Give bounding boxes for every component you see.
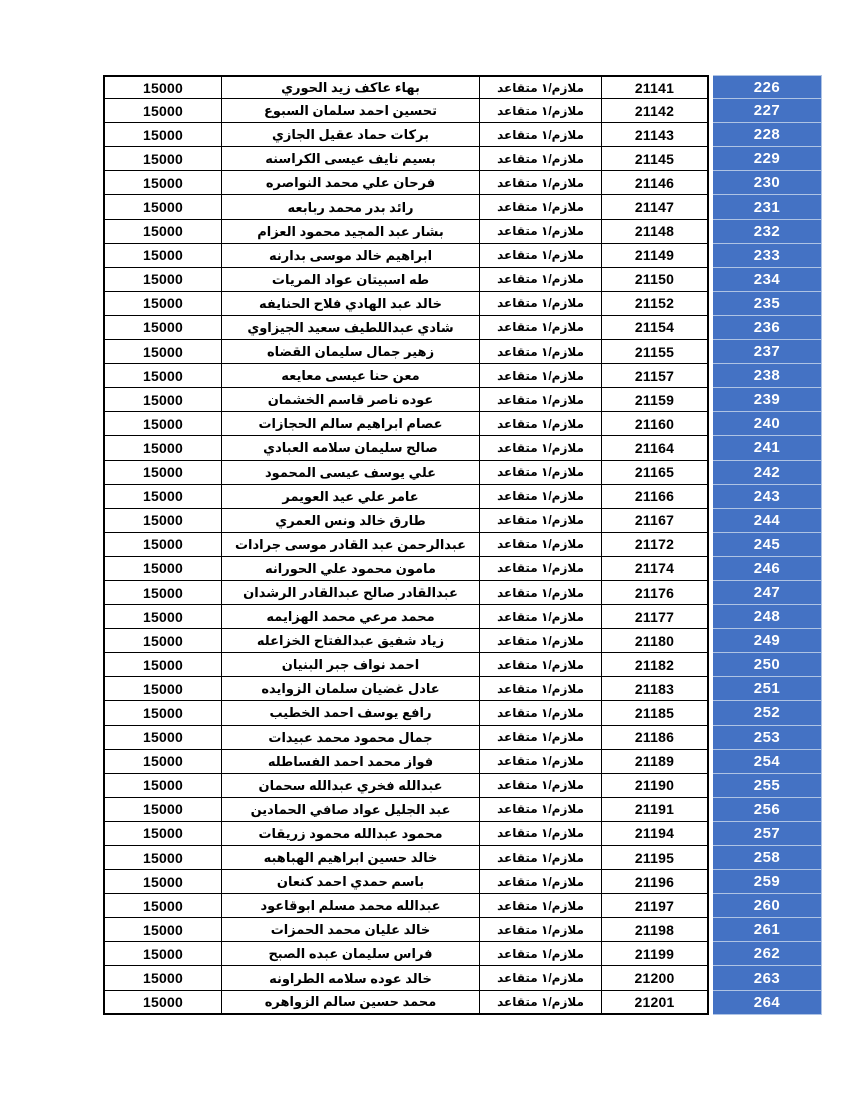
id-cell: 21174 bbox=[602, 557, 709, 581]
id-cell: 21146 bbox=[602, 171, 709, 195]
id-cell: 21157 bbox=[602, 364, 709, 388]
amount-cell: 15000 bbox=[103, 340, 222, 364]
serial-cell: 228 bbox=[713, 123, 822, 147]
serial-cell: 263 bbox=[713, 966, 822, 990]
name-cell: عبدالقادر صالح عبدالقادر الرشدان bbox=[222, 581, 480, 605]
name-cell: عبد الجليل عواد صافي الحمادين bbox=[222, 798, 480, 822]
serial-cell: 251 bbox=[713, 677, 822, 701]
name-cell: صالح سليمان سلامه العبادي bbox=[222, 436, 480, 460]
id-cell: 21147 bbox=[602, 195, 709, 219]
serial-cell: 226 bbox=[713, 75, 822, 99]
id-cell: 21150 bbox=[602, 268, 709, 292]
name-cell: زهير جمال سليمان القضاه bbox=[222, 340, 480, 364]
amount-cell: 15000 bbox=[103, 533, 222, 557]
name-cell: عبدالله محمد مسلم ابوقاعود bbox=[222, 894, 480, 918]
amount-cell: 15000 bbox=[103, 75, 222, 99]
amount-cell: 15000 bbox=[103, 942, 222, 966]
id-cell: 21142 bbox=[602, 99, 709, 123]
id-cell: 21194 bbox=[602, 822, 709, 846]
amount-cell: 15000 bbox=[103, 894, 222, 918]
rank-cell: ملازم/١ متقاعد bbox=[480, 942, 602, 966]
id-cell: 21198 bbox=[602, 918, 709, 942]
rank-cell: ملازم/١ متقاعد bbox=[480, 195, 602, 219]
amount-cell: 15000 bbox=[103, 846, 222, 870]
amount-cell: 15000 bbox=[103, 268, 222, 292]
serial-cell: 243 bbox=[713, 485, 822, 509]
rank-cell: ملازم/١ متقاعد bbox=[480, 388, 602, 412]
name-cell: عبدالله فخري عبدالله سحمان bbox=[222, 774, 480, 798]
serial-cell: 258 bbox=[713, 846, 822, 870]
amount-cell: 15000 bbox=[103, 918, 222, 942]
amount-cell: 15000 bbox=[103, 774, 222, 798]
amount-cell: 15000 bbox=[103, 412, 222, 436]
name-cell: بسيم نايف عيسى الكراسنه bbox=[222, 147, 480, 171]
rank-cell: ملازم/١ متقاعد bbox=[480, 412, 602, 436]
name-cell: خالد حسين ابراهيم الهباهبه bbox=[222, 846, 480, 870]
serial-cell: 236 bbox=[713, 316, 822, 340]
serial-cell: 232 bbox=[713, 220, 822, 244]
serial-cell: 244 bbox=[713, 509, 822, 533]
name-cell: عادل غضيان سلمان الزوايده bbox=[222, 677, 480, 701]
serial-cell: 245 bbox=[713, 533, 822, 557]
name-cell: عبدالرحمن عبد القادر موسى جرادات bbox=[222, 533, 480, 557]
rank-cell: ملازم/١ متقاعد bbox=[480, 629, 602, 653]
id-cell: 21148 bbox=[602, 220, 709, 244]
serial-cell: 227 bbox=[713, 99, 822, 123]
id-cell: 21141 bbox=[602, 75, 709, 99]
amount-cell: 15000 bbox=[103, 557, 222, 581]
id-cell: 21152 bbox=[602, 292, 709, 316]
amount-cell: 15000 bbox=[103, 605, 222, 629]
rank-cell: ملازم/١ متقاعد bbox=[480, 894, 602, 918]
id-cell: 21182 bbox=[602, 653, 709, 677]
serial-cell: 260 bbox=[713, 894, 822, 918]
amount-cell: 15000 bbox=[103, 677, 222, 701]
rank-cell: ملازم/١ متقاعد bbox=[480, 701, 602, 725]
rank-cell: ملازم/١ متقاعد bbox=[480, 653, 602, 677]
id-cell: 21185 bbox=[602, 701, 709, 725]
name-cell: زياد شفيق عبدالفتاح الخزاعله bbox=[222, 629, 480, 653]
serial-cell: 250 bbox=[713, 653, 822, 677]
amount-cell: 15000 bbox=[103, 966, 222, 990]
name-cell: خالد عبد الهادي فلاح الحنايفه bbox=[222, 292, 480, 316]
name-cell: عوده ناصر قاسم الخشمان bbox=[222, 388, 480, 412]
rank-cell: ملازم/١ متقاعد bbox=[480, 918, 602, 942]
amount-cell: 15000 bbox=[103, 316, 222, 340]
id-cell: 21196 bbox=[602, 870, 709, 894]
name-cell: عصام ابراهيم سالم الحجازات bbox=[222, 412, 480, 436]
serial-cell: 247 bbox=[713, 581, 822, 605]
id-cell: 21183 bbox=[602, 677, 709, 701]
amount-cell: 15000 bbox=[103, 195, 222, 219]
name-cell: طارق خالد ونس العمري bbox=[222, 509, 480, 533]
serial-cell: 262 bbox=[713, 942, 822, 966]
serial-cell: 252 bbox=[713, 701, 822, 725]
serial-cell: 257 bbox=[713, 822, 822, 846]
serial-cell: 249 bbox=[713, 629, 822, 653]
serial-cell: 229 bbox=[713, 147, 822, 171]
id-cell: 21143 bbox=[602, 123, 709, 147]
amount-cell: 15000 bbox=[103, 870, 222, 894]
serial-cell: 235 bbox=[713, 292, 822, 316]
id-cell: 21164 bbox=[602, 436, 709, 460]
name-cell: خالد عوده سلامه الطراونه bbox=[222, 966, 480, 990]
rank-cell: ملازم/١ متقاعد bbox=[480, 822, 602, 846]
amount-cell: 15000 bbox=[103, 509, 222, 533]
amount-cell: 15000 bbox=[103, 171, 222, 195]
rank-cell: ملازم/١ متقاعد bbox=[480, 846, 602, 870]
name-cell: بشار عبد المجيد محمود العزام bbox=[222, 220, 480, 244]
name-cell: مامون محمود علي الحورانه bbox=[222, 557, 480, 581]
rank-cell: ملازم/١ متقاعد bbox=[480, 364, 602, 388]
serial-cell: 264 bbox=[713, 991, 822, 1015]
serial-cell: 231 bbox=[713, 195, 822, 219]
amount-cell: 15000 bbox=[103, 485, 222, 509]
name-cell: خالد عليان محمد الحمزات bbox=[222, 918, 480, 942]
serial-cell: 238 bbox=[713, 364, 822, 388]
amount-cell: 15000 bbox=[103, 701, 222, 725]
serial-cell: 246 bbox=[713, 557, 822, 581]
id-cell: 21176 bbox=[602, 581, 709, 605]
name-cell: عامر علي عيد العويمر bbox=[222, 485, 480, 509]
amount-cell: 15000 bbox=[103, 436, 222, 460]
id-cell: 21195 bbox=[602, 846, 709, 870]
rank-cell: ملازم/١ متقاعد bbox=[480, 99, 602, 123]
rank-cell: ملازم/١ متقاعد bbox=[480, 509, 602, 533]
rank-cell: ملازم/١ متقاعد bbox=[480, 533, 602, 557]
amount-cell: 15000 bbox=[103, 581, 222, 605]
rank-cell: ملازم/١ متقاعد bbox=[480, 581, 602, 605]
name-cell: تحسين احمد سلمان السبوع bbox=[222, 99, 480, 123]
serial-cell: 248 bbox=[713, 605, 822, 629]
serial-cell: 242 bbox=[713, 461, 822, 485]
rank-cell: ملازم/١ متقاعد bbox=[480, 750, 602, 774]
serial-cell: 230 bbox=[713, 171, 822, 195]
name-cell: شادي عبداللطيف سعيد الجيزاوي bbox=[222, 316, 480, 340]
rank-cell: ملازم/١ متقاعد bbox=[480, 244, 602, 268]
rank-cell: ملازم/١ متقاعد bbox=[480, 75, 602, 99]
id-cell: 21189 bbox=[602, 750, 709, 774]
name-cell: احمد نواف جبر البنيان bbox=[222, 653, 480, 677]
rank-cell: ملازم/١ متقاعد bbox=[480, 220, 602, 244]
id-cell: 21190 bbox=[602, 774, 709, 798]
name-cell: فرحان علي محمد النواصره bbox=[222, 171, 480, 195]
id-cell: 21201 bbox=[602, 991, 709, 1015]
rank-cell: ملازم/١ متقاعد bbox=[480, 147, 602, 171]
id-cell: 21160 bbox=[602, 412, 709, 436]
amount-cell: 15000 bbox=[103, 147, 222, 171]
id-cell: 21154 bbox=[602, 316, 709, 340]
rank-cell: ملازم/١ متقاعد bbox=[480, 340, 602, 364]
rank-cell: ملازم/١ متقاعد bbox=[480, 798, 602, 822]
rank-cell: ملازم/١ متقاعد bbox=[480, 268, 602, 292]
rank-cell: ملازم/١ متقاعد bbox=[480, 123, 602, 147]
id-cell: 21180 bbox=[602, 629, 709, 653]
amount-cell: 15000 bbox=[103, 99, 222, 123]
id-cell: 21159 bbox=[602, 388, 709, 412]
name-cell: جمال محمود محمد عبيدات bbox=[222, 726, 480, 750]
amount-cell: 15000 bbox=[103, 364, 222, 388]
serial-cell: 241 bbox=[713, 436, 822, 460]
rank-cell: ملازم/١ متقاعد bbox=[480, 557, 602, 581]
id-cell: 21200 bbox=[602, 966, 709, 990]
serial-cell: 234 bbox=[713, 268, 822, 292]
id-cell: 21149 bbox=[602, 244, 709, 268]
amount-cell: 15000 bbox=[103, 653, 222, 677]
name-cell: فواز محمد احمد الفساطله bbox=[222, 750, 480, 774]
amount-cell: 15000 bbox=[103, 220, 222, 244]
name-cell: بركات حماد عقيل الجازي bbox=[222, 123, 480, 147]
rank-cell: ملازم/١ متقاعد bbox=[480, 485, 602, 509]
serial-cell: 239 bbox=[713, 388, 822, 412]
serial-cell: 254 bbox=[713, 750, 822, 774]
serial-cell: 255 bbox=[713, 774, 822, 798]
amount-cell: 15000 bbox=[103, 798, 222, 822]
serial-cell: 256 bbox=[713, 798, 822, 822]
id-cell: 21167 bbox=[602, 509, 709, 533]
rank-cell: ملازم/١ متقاعد bbox=[480, 292, 602, 316]
serial-cell: 253 bbox=[713, 726, 822, 750]
name-cell: معن حنا عيسى معايعه bbox=[222, 364, 480, 388]
rank-cell: ملازم/١ متقاعد bbox=[480, 726, 602, 750]
serial-cell: 237 bbox=[713, 340, 822, 364]
name-cell: طه اسبيتان عواد المريات bbox=[222, 268, 480, 292]
name-cell: رائد بدر محمد ربابعه bbox=[222, 195, 480, 219]
name-cell: محمود عبدالله محمود زريقات bbox=[222, 822, 480, 846]
id-cell: 21166 bbox=[602, 485, 709, 509]
name-cell: ابراهيم خالد موسى بدارنه bbox=[222, 244, 480, 268]
amount-cell: 15000 bbox=[103, 388, 222, 412]
name-cell: فراس سليمان عبده الصبح bbox=[222, 942, 480, 966]
serial-cell: 259 bbox=[713, 870, 822, 894]
rank-cell: ملازم/١ متقاعد bbox=[480, 991, 602, 1015]
amount-cell: 15000 bbox=[103, 629, 222, 653]
amount-cell: 15000 bbox=[103, 726, 222, 750]
rank-cell: ملازم/١ متقاعد bbox=[480, 870, 602, 894]
serial-cell: 261 bbox=[713, 918, 822, 942]
rank-cell: ملازم/١ متقاعد bbox=[480, 171, 602, 195]
id-cell: 21172 bbox=[602, 533, 709, 557]
rank-cell: ملازم/١ متقاعد bbox=[480, 605, 602, 629]
name-cell: علي يوسف عيسى المحمود bbox=[222, 461, 480, 485]
rank-cell: ملازم/١ متقاعد bbox=[480, 774, 602, 798]
amount-cell: 15000 bbox=[103, 244, 222, 268]
retired-officers-table bbox=[103, 75, 822, 1015]
amount-cell: 15000 bbox=[103, 750, 222, 774]
amount-cell: 15000 bbox=[103, 292, 222, 316]
name-cell: محمد حسين سالم الزواهره bbox=[222, 991, 480, 1015]
id-cell: 21155 bbox=[602, 340, 709, 364]
id-cell: 21165 bbox=[602, 461, 709, 485]
name-cell: محمد مرعي محمد الهزايمه bbox=[222, 605, 480, 629]
id-cell: 21197 bbox=[602, 894, 709, 918]
id-cell: 21145 bbox=[602, 147, 709, 171]
id-cell: 21191 bbox=[602, 798, 709, 822]
name-cell: بهاء عاكف زيد الحوري bbox=[222, 75, 480, 99]
amount-cell: 15000 bbox=[103, 822, 222, 846]
id-cell: 21186 bbox=[602, 726, 709, 750]
amount-cell: 15000 bbox=[103, 991, 222, 1015]
rank-cell: ملازم/١ متقاعد bbox=[480, 436, 602, 460]
rank-cell: ملازم/١ متقاعد bbox=[480, 461, 602, 485]
id-cell: 21199 bbox=[602, 942, 709, 966]
name-cell: باسم حمدي احمد كنعان bbox=[222, 870, 480, 894]
serial-cell: 240 bbox=[713, 412, 822, 436]
id-cell: 21177 bbox=[602, 605, 709, 629]
rank-cell: ملازم/١ متقاعد bbox=[480, 966, 602, 990]
serial-cell: 233 bbox=[713, 244, 822, 268]
amount-cell: 15000 bbox=[103, 123, 222, 147]
amount-cell: 15000 bbox=[103, 461, 222, 485]
rank-cell: ملازم/١ متقاعد bbox=[480, 677, 602, 701]
rank-cell: ملازم/١ متقاعد bbox=[480, 316, 602, 340]
name-cell: رافع يوسف احمد الخطيب bbox=[222, 701, 480, 725]
